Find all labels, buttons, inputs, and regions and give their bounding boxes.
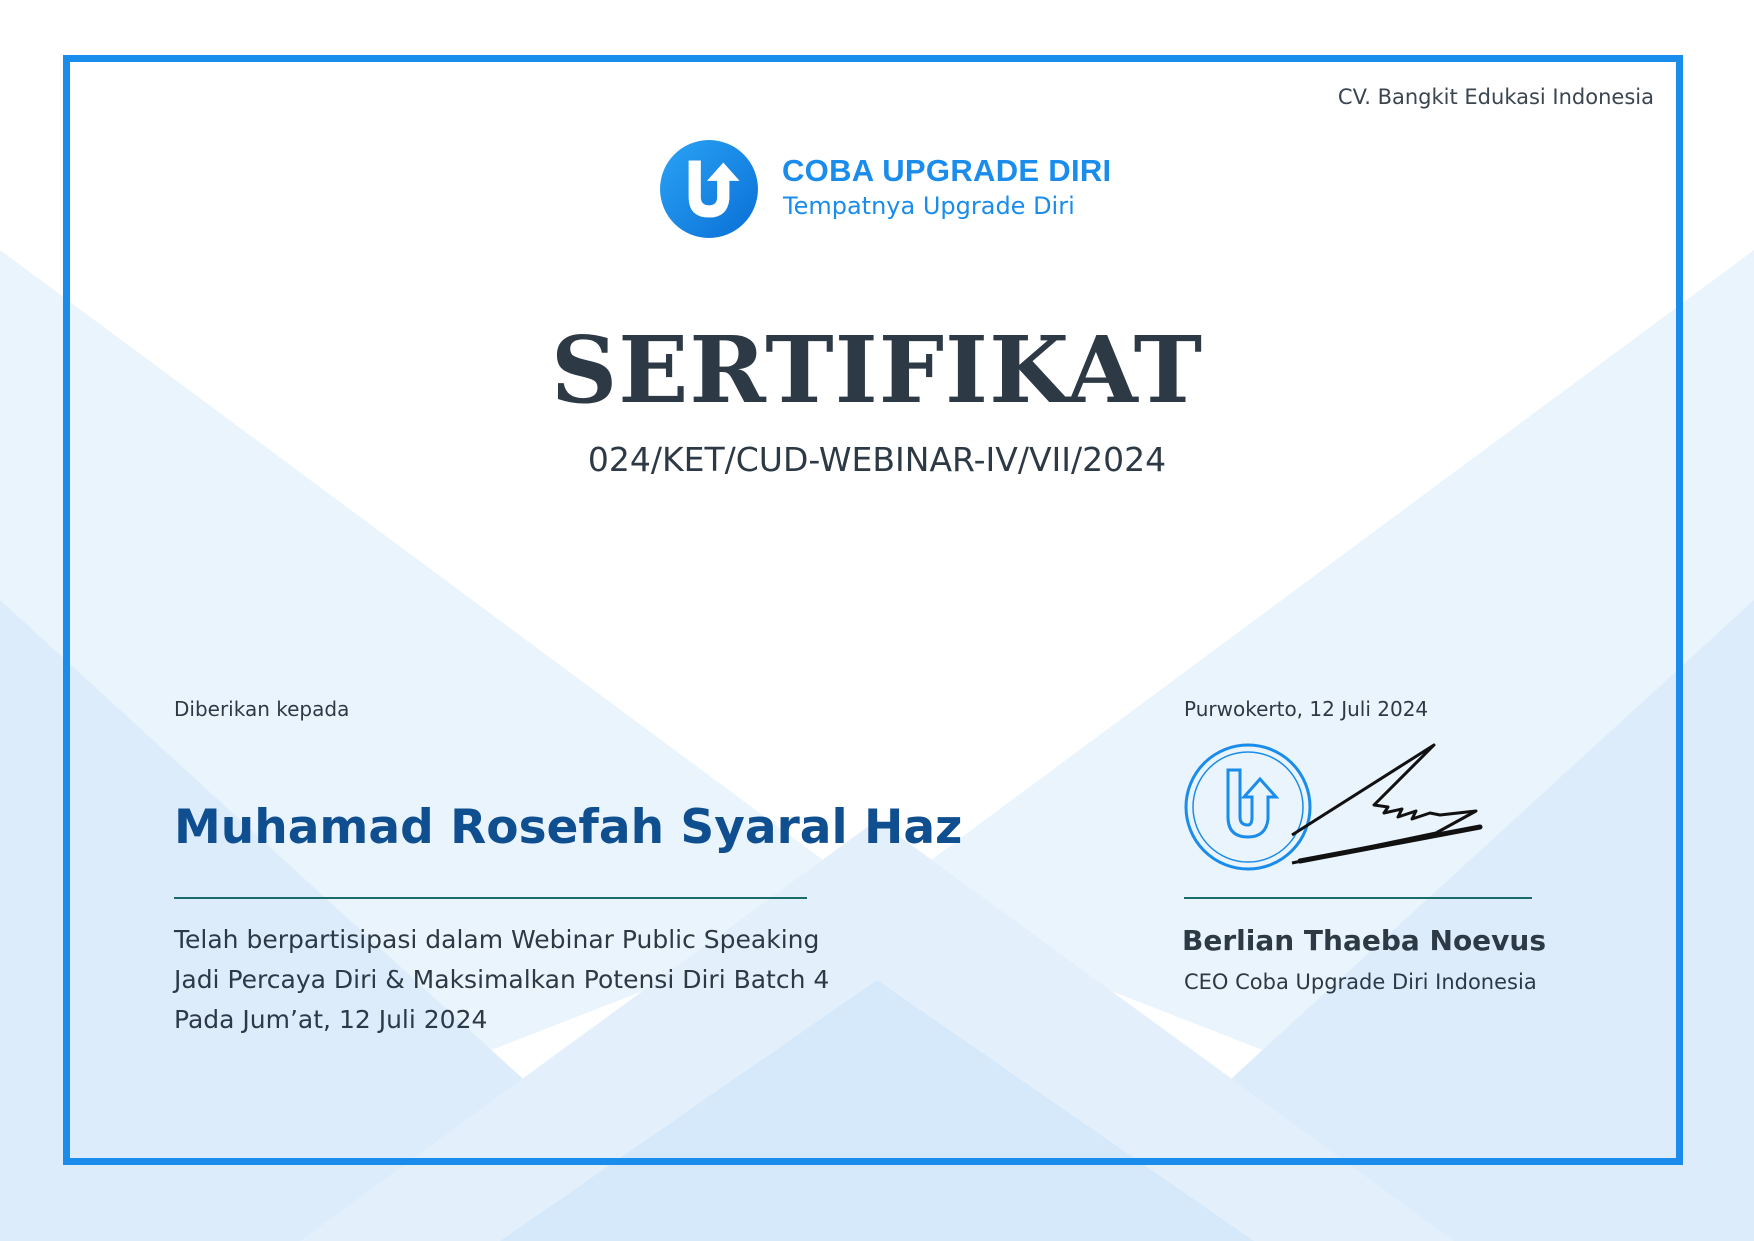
place-date: Purwokerto, 12 Juli 2024 (1184, 697, 1429, 721)
upgrade-arrow-logo-icon (658, 138, 760, 240)
description-line: Jadi Percaya Diri & Maksimalkan Potensi Diri Batch 4 (174, 965, 830, 994)
recipient-name: Muhamad Rosefah Syaral Haz (174, 800, 963, 855)
description-line: Pada Jum’at, 12 Juli 2024 (174, 1005, 488, 1034)
given-to-label: Diberikan kepada (174, 697, 350, 721)
signature-stamp (1180, 735, 1500, 875)
certificate-number: 024/KET/CUD-WEBINAR-IV/VII/2024 (587, 440, 1167, 479)
signer-role: CEO Coba Upgrade Diri Indonesia (1184, 970, 1537, 994)
brand-tagline: Tempatnya Upgrade Diri (783, 192, 1075, 220)
certificate-title: SERTIFIKAT (550, 316, 1204, 424)
signature-divider (1184, 897, 1532, 899)
participation-description (174, 920, 874, 1040)
brand-name: COBA UPGRADE DIRI (782, 153, 1112, 188)
company-name: CV. Bangkit Edukasi Indonesia (1337, 85, 1654, 109)
description-line: Telah berpartisipasi dalam Webinar Public Speaking (174, 925, 820, 954)
recipient-divider (174, 897, 807, 899)
signer-name: Berlian Thaeba Noevus (1182, 924, 1547, 957)
